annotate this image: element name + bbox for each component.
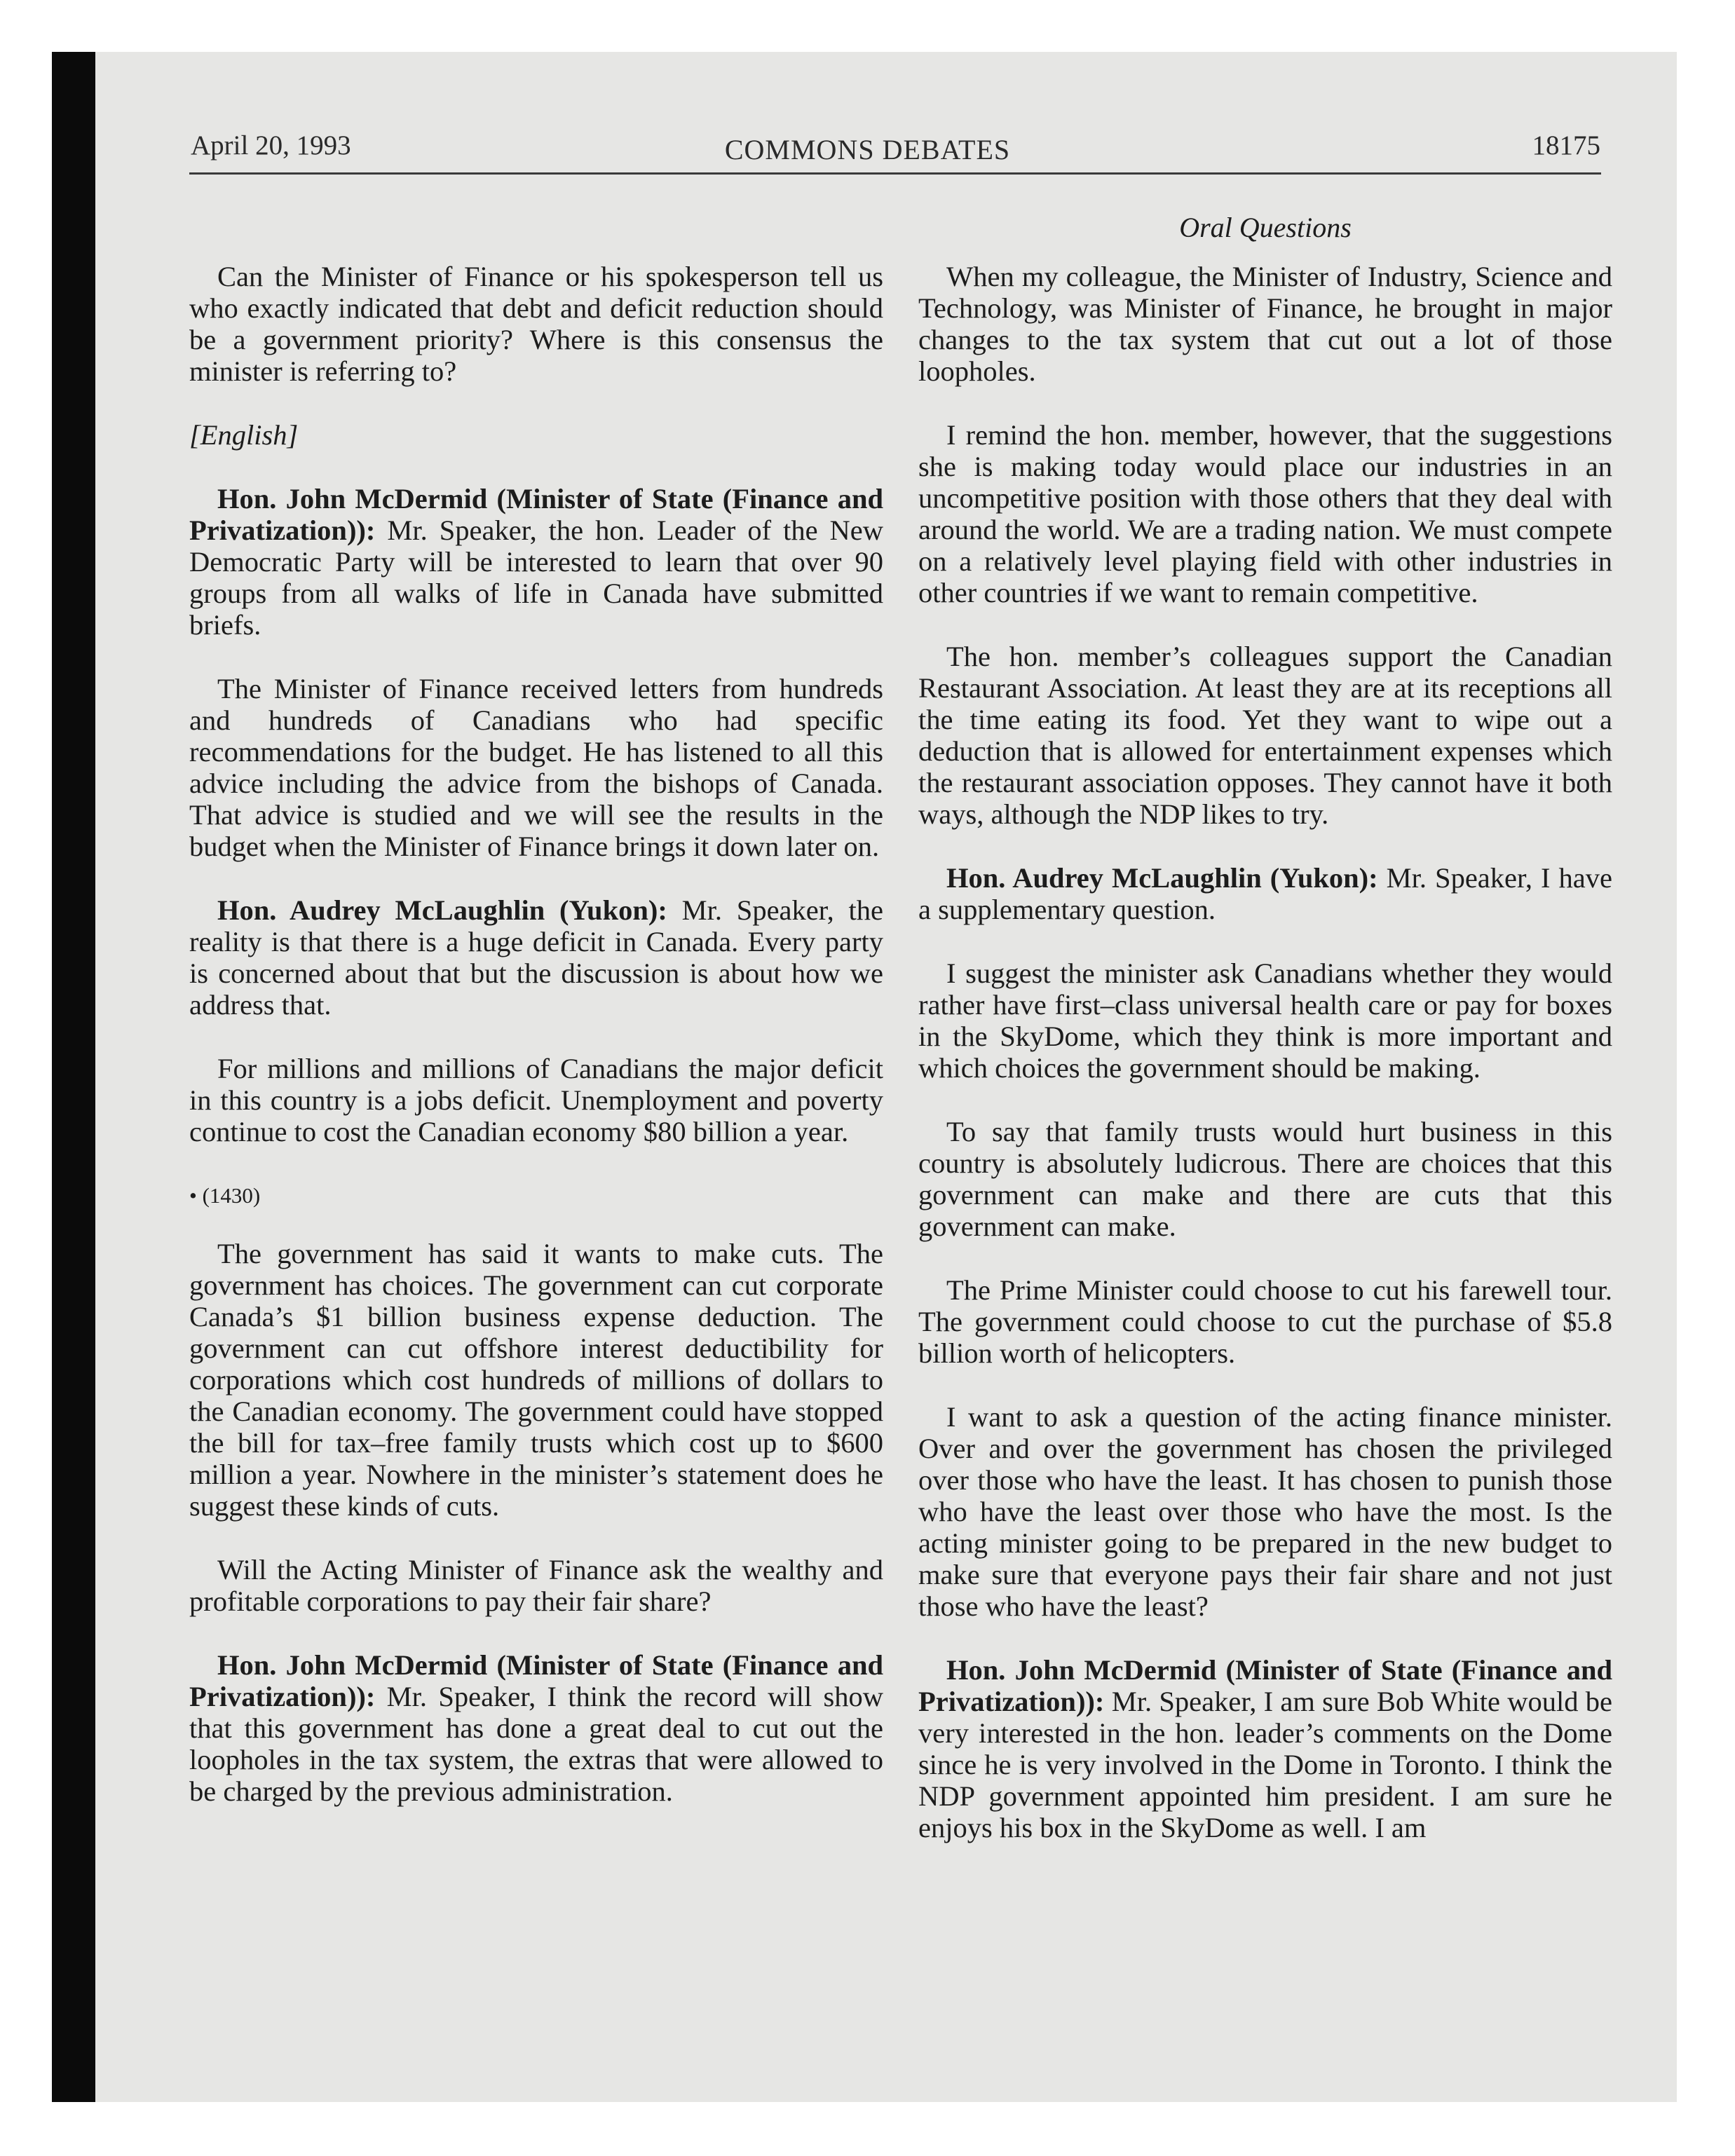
paragraph: I remind the hon. member, however, that the suggestions she is making today would place our industries in an uncompetitive position with those others that they deal with around the world. We are a trading nation. We must compete on a relatively level playing field with other industries in other countries if we want to remain competitive. — [918, 419, 1612, 608]
speech-paragraph — [189, 894, 883, 1021]
left-column — [189, 261, 883, 1839]
speech-paragraph — [189, 483, 883, 641]
speech-paragraph — [918, 862, 1612, 925]
paragraph: I suggest the minister ask Canadians whether they would rather have first–class universal health care or pay for boxes in the SkyDome, which they think is more important and which choices the government should be making. — [918, 957, 1612, 1084]
paragraph: The government has said it wants to make cuts. The government has choices. The government can cut corporate Canada’s $1 billion business expense deduction. The government can cut offshore interest deductibility for corporations which cost hundreds of millions of dollars to the Canadian economy. The government could have stopped the bill for tax–free family trusts which cost up to $600 million a year. Nowhere in the minister’s statement does he suggest these kinds of cuts. — [189, 1238, 883, 1522]
binding-shadow — [52, 52, 95, 2102]
speech-text: Mr. Speaker, I think the record will show that this government has done a great deal to cut out the loopholes in the tax system, the extras that were allowed to be charged by the previous administration. — [189, 1681, 883, 1807]
paragraph: To say that family trusts would hurt business in this country is absolutely ludicrous. There are choices that this government can make and there are cuts that this government can make. — [918, 1116, 1612, 1242]
header-date: April 20, 1993 — [191, 130, 351, 161]
speech-text: Mr. Speaker, I have a supplementary question. — [918, 862, 1612, 925]
language-marker: [English] — [189, 419, 299, 451]
right-column — [918, 261, 1612, 1876]
speaker-name: Hon. Audrey McLaughlin (Yukon): — [946, 862, 1378, 894]
time-marker: • (1430) — [189, 1183, 261, 1208]
speaker-name: Hon. John McDermid (Minister of State (Finance and Privatization)): — [189, 483, 883, 546]
paragraph: The hon. member’s colleagues support the Canadian Restaurant Association. At least they are at its receptions all the time eating its food. Yet they want to wipe out a deduction that is allowed for entertainment expenses which the restaurant association opposes. They cannot have it both ways, although the NDP likes to try. — [918, 641, 1612, 830]
header-rule — [189, 172, 1601, 175]
paragraph: The Prime Minister could choose to cut his farewell tour. The government could choose to cut the purchase of $5.8 billion worth of helicopters. — [918, 1274, 1612, 1369]
header-page-number: 18175 — [1532, 130, 1600, 161]
speech-text: Mr. Speaker, I am sure Bob White would be very interested in the hon. leader’s comments on the Dome since he is very involved in the Dome in Toronto. I think the NDP government appointed him president. I am sure he enjoys his box in the SkyDome as well. I am — [918, 1686, 1612, 1843]
paragraph: For millions and millions of Canadians the major deficit in this country is a jobs deficit. Unemployment and poverty continue to cost the Canadian economy $80 billion a year. — [189, 1053, 883, 1147]
paragraph: I want to ask a question of the acting finance minister. Over and over the government has chosen the privileged over those who have the least. It has chosen to punish those who have the least over those who have the most. Is the acting minister going to be prepared in the new budget to make sure that everyone pays their fair share and not just those who have the least? — [918, 1401, 1612, 1622]
speech-paragraph — [189, 1649, 883, 1807]
speaker-name: Hon. Audrey McLaughlin (Yukon): — [217, 894, 667, 926]
speaker-name: Hon. John McDermid (Minister of State (Finance and Privatization)): — [918, 1654, 1612, 1717]
paragraph: Will the Acting Minister of Finance ask the wealthy and profitable corporations to pay their fair share? — [189, 1554, 883, 1617]
speaker-name: Hon. John McDermid (Minister of State (Finance and Privatization)): — [189, 1649, 883, 1712]
paragraph: When my colleague, the Minister of Industry, Science and Technology, was Minister of Finance, he brought in major changes to the tax system that cut out a lot of those loopholes. — [918, 261, 1612, 387]
speech-paragraph — [918, 1654, 1612, 1843]
header-title: COMMONS DEBATES — [724, 134, 1011, 165]
speech-text: Mr. Speaker, the reality is that there is a huge deficit in Canada. Every party is concerned about that but the discussion is about how we address that. — [189, 894, 883, 1021]
section-heading: Oral Questions — [1179, 212, 1352, 243]
paragraph: Can the Minister of Finance or his spokesperson tell us who exactly indicated that debt and deficit reduction should be a government priority? Where is this consensus the minister is referring to? — [189, 261, 883, 387]
paragraph: The Minister of Finance received letters from hundreds and hundreds of Canadians who had specific recommendations for the budget. He has listened to all this advice including the advice from the bishops of Canada. That advice is studied and we will see the results in the budget when the Minister of Finance brings it down later on. — [189, 673, 883, 862]
speech-text: Mr. Speaker, the hon. Leader of the New Democratic Party will be interested to learn that over 90 groups from all walks of life in Canada have submitted briefs. — [189, 514, 883, 641]
